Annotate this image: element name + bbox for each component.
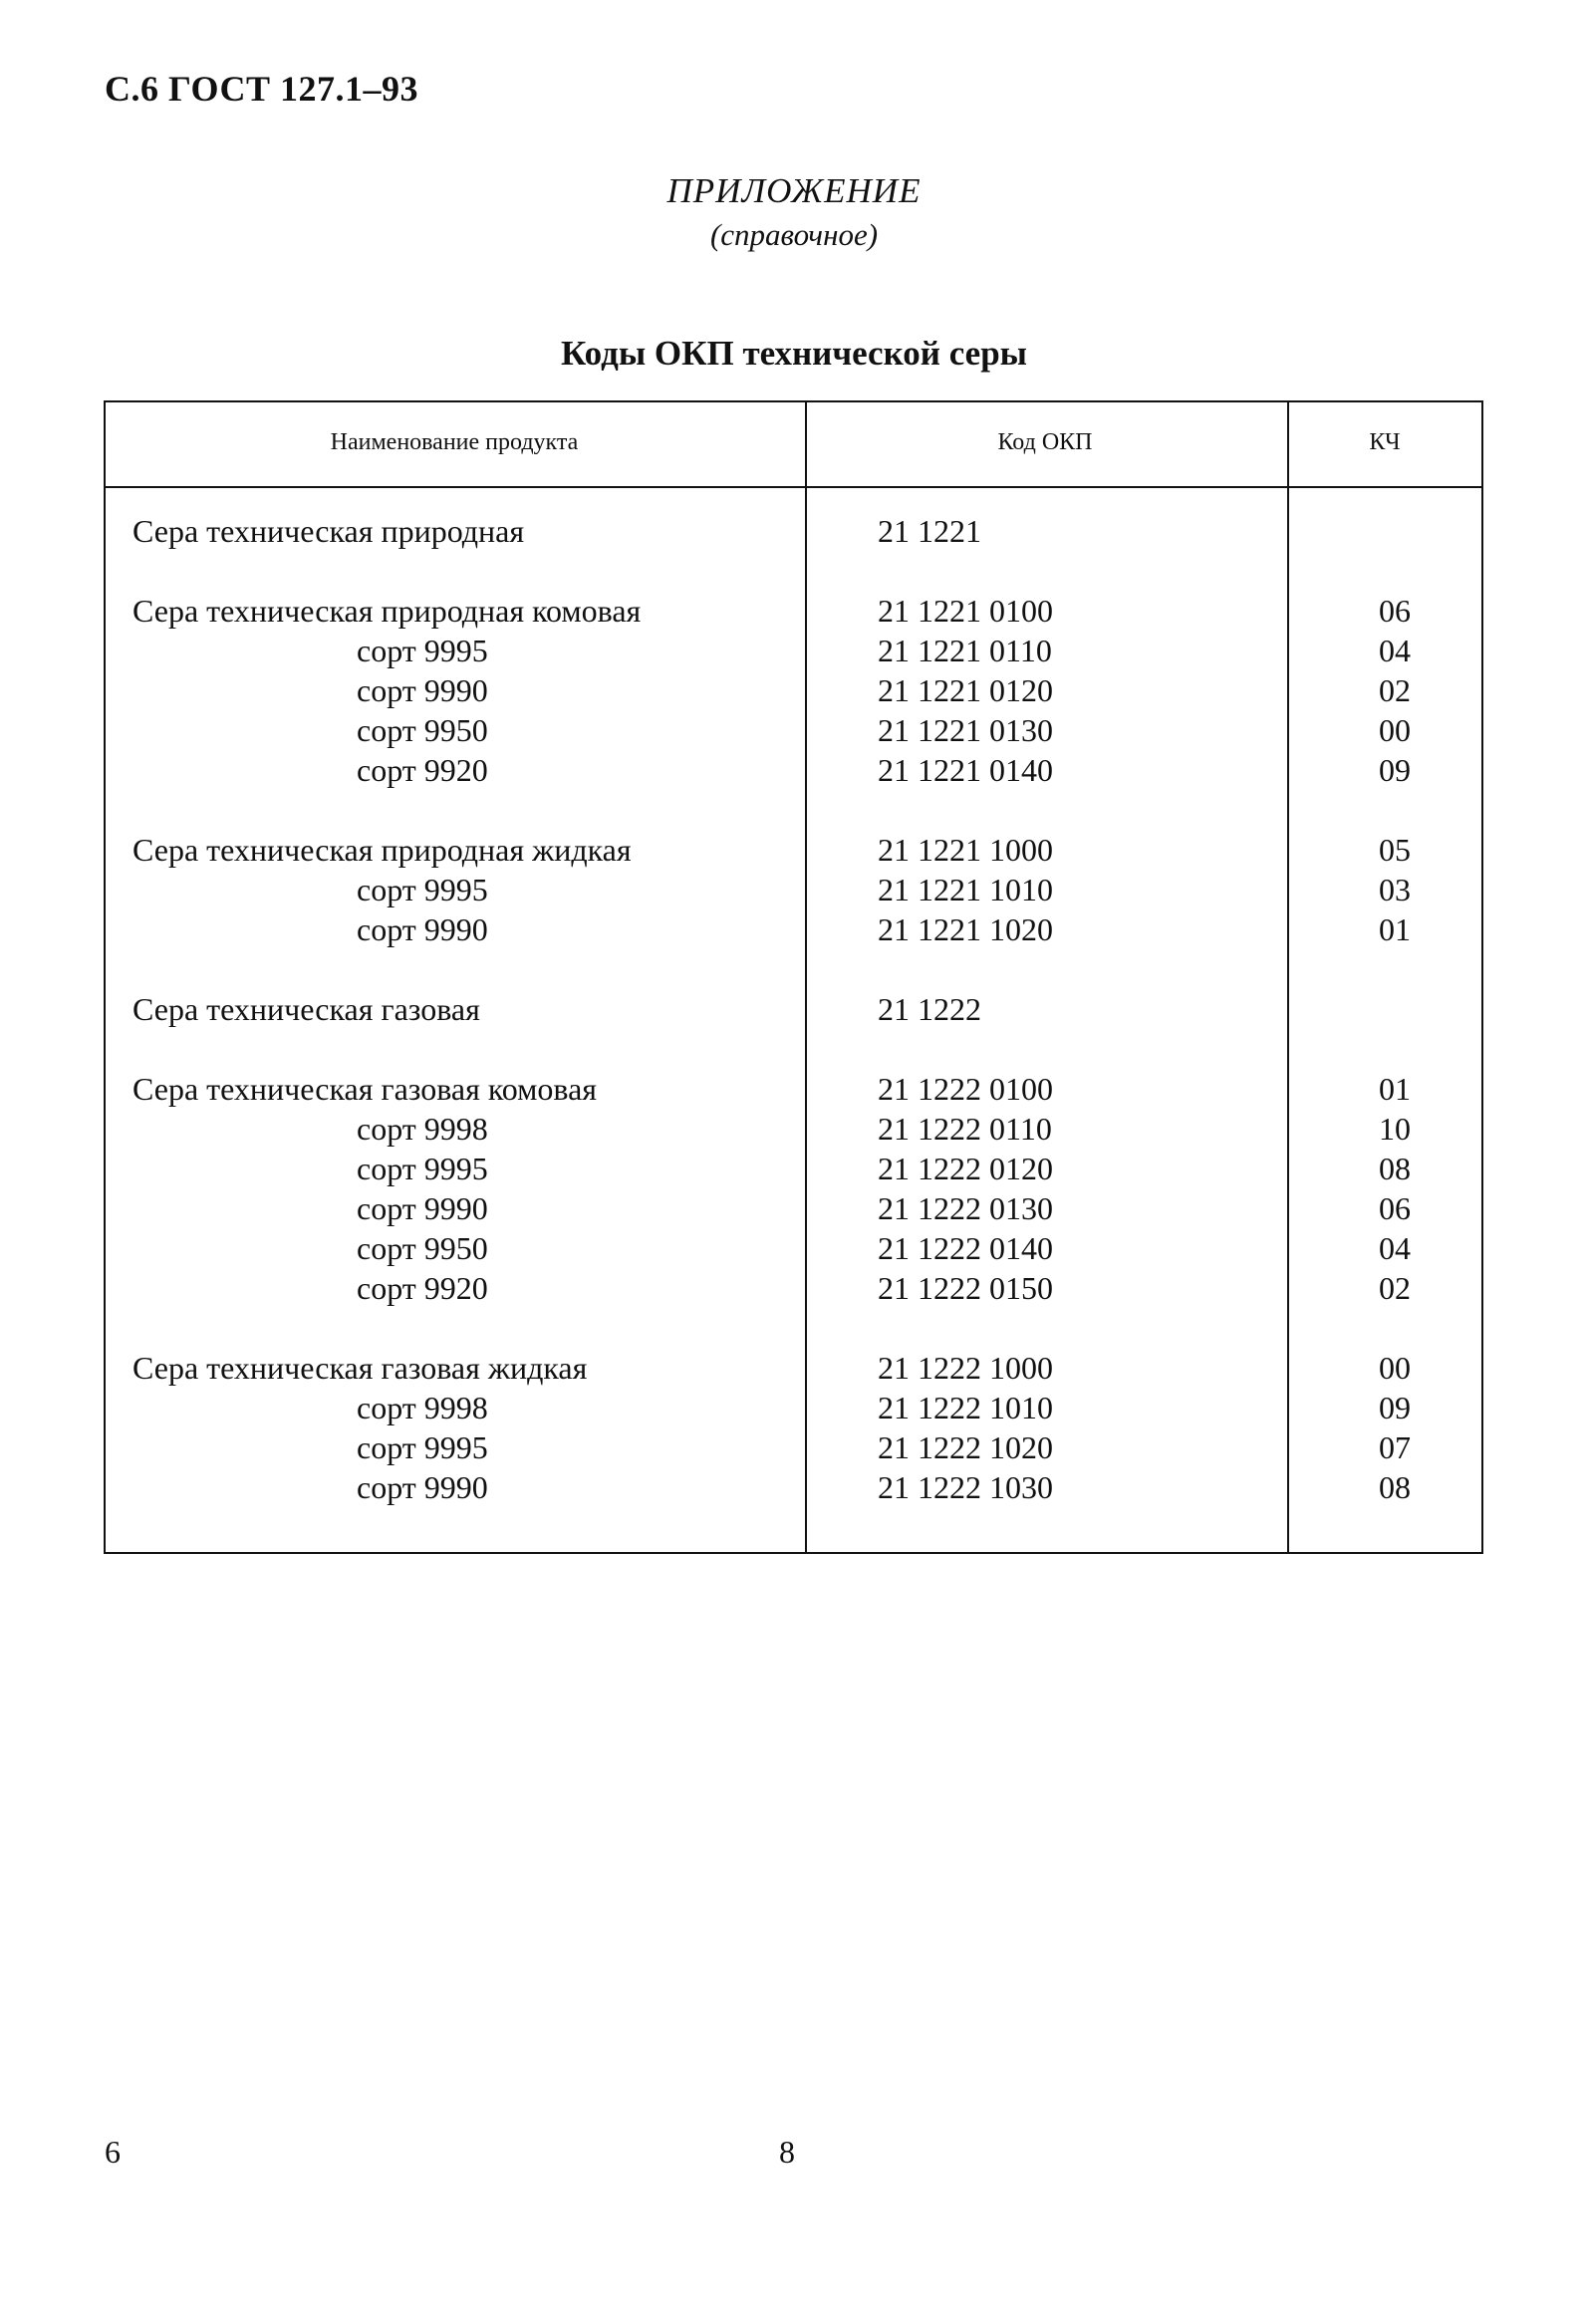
table-row — [106, 1388, 1482, 1427]
control-number: 06 — [1379, 1190, 1411, 1226]
table-row — [106, 1188, 1482, 1228]
table-body — [106, 511, 1482, 1507]
okp-code: 21 1222 1030 — [878, 1469, 1053, 1505]
okp-code: 21 1221 0110 — [878, 633, 1052, 668]
table-row — [106, 989, 1482, 1029]
control-number: 00 — [1379, 1350, 1411, 1386]
product-name: Сера техническая газовая жидкая — [132, 1350, 588, 1386]
okp-code: 21 1221 — [878, 513, 981, 549]
product-grade: сорт 9998 — [357, 1390, 488, 1425]
okp-code: 21 1221 0130 — [878, 712, 1053, 748]
product-name: Сера техническая природная комовая — [132, 593, 642, 629]
okp-code: 21 1222 1000 — [878, 1350, 1053, 1386]
product-grade: сорт 9990 — [357, 672, 488, 708]
okp-code: 21 1222 1020 — [878, 1429, 1053, 1465]
product-grade: сорт 9920 — [357, 1270, 488, 1306]
control-number: 10 — [1379, 1111, 1411, 1147]
product-name: Сера техническая газовая — [132, 991, 480, 1027]
product-grade: сорт 9990 — [357, 1469, 488, 1505]
column-header-kch: КЧ — [1369, 428, 1401, 455]
okp-code: 21 1222 — [878, 991, 981, 1027]
control-number: 01 — [1379, 1071, 1411, 1107]
table-row — [106, 1228, 1482, 1268]
okp-code: 21 1221 0120 — [878, 672, 1053, 708]
product-name: Сера техническая природная жидкая — [132, 832, 632, 868]
table-row — [106, 1069, 1482, 1109]
okp-code: 21 1222 0100 — [878, 1071, 1053, 1107]
okp-code: 21 1222 0110 — [878, 1111, 1052, 1147]
table-row — [106, 1109, 1482, 1149]
table-row — [106, 670, 1482, 710]
table-row — [106, 750, 1482, 790]
table-row — [106, 1268, 1482, 1308]
table-row — [106, 1467, 1482, 1507]
table-row — [106, 591, 1482, 631]
okp-code: 21 1221 0100 — [878, 593, 1053, 629]
okp-code: 21 1221 0140 — [878, 752, 1053, 788]
control-number: 08 — [1379, 1469, 1411, 1505]
control-number: 02 — [1379, 672, 1411, 708]
appendix-title: ПРИЛОЖЕНИЕ — [666, 171, 922, 210]
column-header-code: Код ОКП — [997, 428, 1093, 455]
control-number: 09 — [1379, 1390, 1411, 1425]
appendix-subtitle: (справочное) — [709, 217, 879, 252]
page-number: 6 — [105, 2134, 121, 2170]
control-number: 05 — [1379, 832, 1411, 868]
product-grade: сорт 9998 — [357, 1111, 488, 1147]
table-row — [106, 1348, 1482, 1388]
table-row — [106, 830, 1482, 870]
okp-code: 21 1222 0150 — [878, 1270, 1053, 1306]
table-row — [106, 870, 1482, 909]
okp-code: 21 1222 0120 — [878, 1151, 1053, 1186]
product-grade: сорт 9950 — [357, 712, 488, 748]
product-grade: сорт 9995 — [357, 1151, 488, 1186]
table-title: Коды ОКП технической серы — [561, 334, 1027, 373]
control-number: 07 — [1379, 1429, 1411, 1465]
product-grade: сорт 9995 — [357, 633, 488, 668]
control-number: 08 — [1379, 1151, 1411, 1186]
product-grade: сорт 9950 — [357, 1230, 488, 1266]
okp-code: 21 1222 1010 — [878, 1390, 1053, 1425]
sheet-number: 8 — [779, 2134, 795, 2170]
table-row — [106, 909, 1482, 949]
control-number: 03 — [1379, 872, 1411, 907]
table-row — [106, 511, 1482, 551]
product-grade: сорт 9920 — [357, 752, 488, 788]
okp-code: 21 1222 0130 — [878, 1190, 1053, 1226]
table-row — [106, 631, 1482, 670]
control-number: 00 — [1379, 712, 1411, 748]
control-number: 06 — [1379, 593, 1411, 629]
product-grade: сорт 9995 — [357, 1429, 488, 1465]
table-row — [106, 1427, 1482, 1467]
okp-code: 21 1221 1010 — [878, 872, 1053, 907]
product-grade: сорт 9990 — [357, 1190, 488, 1226]
table-row — [106, 710, 1482, 750]
control-number: 02 — [1379, 1270, 1411, 1306]
product-name: Сера техническая природная — [132, 513, 525, 549]
page-header: С.6 ГОСТ 127.1–93 — [105, 69, 418, 109]
okp-code: 21 1221 1020 — [878, 911, 1053, 947]
control-number: 04 — [1379, 633, 1411, 668]
table-row — [106, 1149, 1482, 1188]
product-grade: сорт 9990 — [357, 911, 488, 947]
okp-code: 21 1222 0140 — [878, 1230, 1053, 1266]
okp-code: 21 1221 1000 — [878, 832, 1053, 868]
control-number: 09 — [1379, 752, 1411, 788]
control-number: 01 — [1379, 911, 1411, 947]
product-name: Сера техническая газовая комовая — [132, 1071, 597, 1107]
column-header-name: Наименование продукта — [330, 428, 579, 455]
control-number: 04 — [1379, 1230, 1411, 1266]
product-grade: сорт 9995 — [357, 872, 488, 907]
